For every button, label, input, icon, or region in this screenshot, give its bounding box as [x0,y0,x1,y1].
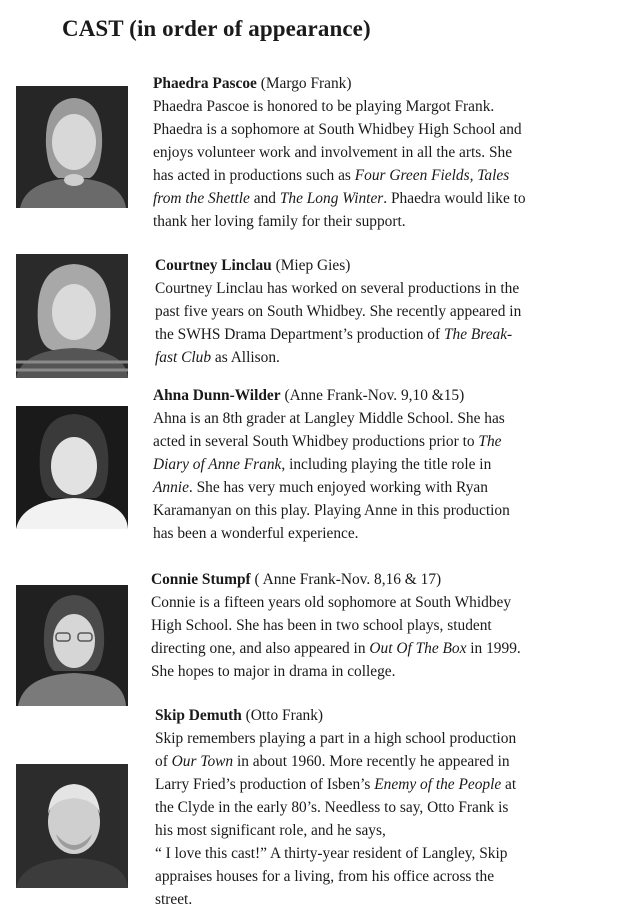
bio-line [155,750,516,773]
cast-role: (Anne Frank-Nov. 9,10 &15) [280,387,465,404]
bio-text: . She has very much enjoyed working with Ryan [188,479,488,496]
bio-text: acted in several South Whidbey productions prior to [153,433,479,450]
cast-name: Phaedra Pascoe [153,75,257,92]
bio-text: the SWHS Drama Department’s production of [155,326,444,343]
bio-line [155,796,516,819]
bio-title: The Long Winter [279,190,384,207]
bio-line [155,865,516,888]
cast-bio [155,704,516,911]
bio-text: Larry Fried’s production of Isben’s [155,776,375,793]
cast-name-line [155,704,516,727]
cast-bio [153,72,526,233]
cast-name: Skip Demuth [155,707,242,724]
bio-line [151,591,521,614]
bio-line [153,141,526,164]
cast-photo-phaedra-pascoe [16,86,128,208]
bio-text: the Clyde in the early 80’s. Needless to say, Otto Frank is [155,799,509,816]
bio-text: in 1999. [466,640,521,657]
bio-text: appraises houses for a living, from his office across the [155,868,495,885]
bio-text: “ I love this cast!” A thirty-year resident of Langley, Skip [155,845,508,862]
bio-line [153,522,510,545]
bio-title: Our Town [171,753,234,770]
bio-text: Courtney Linclau has worked on several productions in the [155,280,520,297]
bio-text: thank her loving family for their support. [153,213,406,230]
bio-text: directing one, and also appeared in [151,640,370,657]
bio-title: The Break- [443,326,513,343]
bio-line [153,453,510,476]
bio-line [155,300,521,323]
bio-title: fast Club [155,349,212,366]
bio-line [153,164,526,187]
cast-role: (Miep Gies) [271,257,351,274]
bio-text: Ahna is an 8th grader at Langley Middle School. She has [153,410,505,427]
cast-name-line [151,568,521,591]
bio-line [151,660,521,683]
bio-text: of [155,753,172,770]
bio-text: High School. She has been in two school plays, student [151,617,492,634]
bio-line [153,210,526,233]
bio-text: his most significant role, and he says, [155,822,386,839]
bio-title: from the Shettle [153,190,250,207]
bio-line [153,187,526,210]
cast-name-line [153,72,526,95]
cast-name: Courtney Linclau [155,257,272,274]
cast-name: Connie Stumpf [151,571,251,588]
bio-line [151,614,521,637]
bio-line [153,430,510,453]
bio-line [155,323,521,346]
bio-line [153,95,526,118]
bio-text: has been a wonderful experience. [153,525,359,542]
bio-line [153,499,510,522]
bio-text: in about 1960. More recently he appeared in [233,753,510,770]
bio-text: past five years on South Whidbey. She recently appeared in [155,303,522,320]
bio-line [153,407,510,430]
cast-bio [151,568,521,683]
page-title: CAST (in order of appearance) [62,16,371,41]
bio-text: . Phaedra would like to [383,190,526,207]
cast-bio [153,384,510,545]
bio-text: as Allison. [211,349,280,366]
cast-role: ( Anne Frank-Nov. 8,16 & 17) [250,571,442,588]
bio-line [151,637,521,660]
bio-line [155,727,516,750]
bio-title: Out Of The Box [369,640,467,657]
bio-title: The [478,433,502,450]
bio-text: has acted in productions such as [153,167,355,184]
bio-line [155,819,516,842]
bio-text: enjoys volunteer work and involvement in all the arts. She [153,144,513,161]
cast-role: (Otto Frank) [241,707,324,724]
bio-text: street. [155,891,193,908]
cast-photo-skip-demuth [16,764,128,888]
cast-bio [155,254,521,369]
cast-photo-connie-stumpf [16,585,128,706]
bio-title: Four Green Fields, Tales [354,167,510,184]
bio-title: Annie [153,479,189,496]
bio-line [155,773,516,796]
bio-text: at [501,776,517,793]
bio-text: Phaedra Pascoe is honored to be playing Margot Frank. [153,98,495,115]
bio-text: , including playing the title role in [281,456,492,473]
bio-text: Connie is a fifteen years old sophomore at South Whidbey [151,594,512,611]
bio-line [153,118,526,141]
cast-photo-ahna-dunn-wilder [16,406,128,529]
bio-line [155,277,521,300]
bio-text: Skip remembers playing a part in a high school production [155,730,517,747]
bio-text: Phaedra is a sophomore at South Whidbey High School and [153,121,522,138]
cast-name-line [153,384,510,407]
bio-line [153,476,510,499]
bio-title: Diary of Anne Frank [153,456,282,473]
cast-name: Ahna Dunn-Wilder [153,387,281,404]
cast-role: (Margo Frank) [256,75,352,92]
bio-title: Enemy of the People [374,776,502,793]
cast-name-line [155,254,521,277]
bio-line [155,842,516,865]
bio-line [155,888,516,911]
bio-line [155,346,521,369]
cast-photo-courtney-linclau [16,254,128,378]
bio-text: and [249,190,280,207]
bio-text: She hopes to major in drama in college. [151,663,396,680]
bio-text: Karamanyan on this play. Playing Anne in this production [153,502,510,519]
